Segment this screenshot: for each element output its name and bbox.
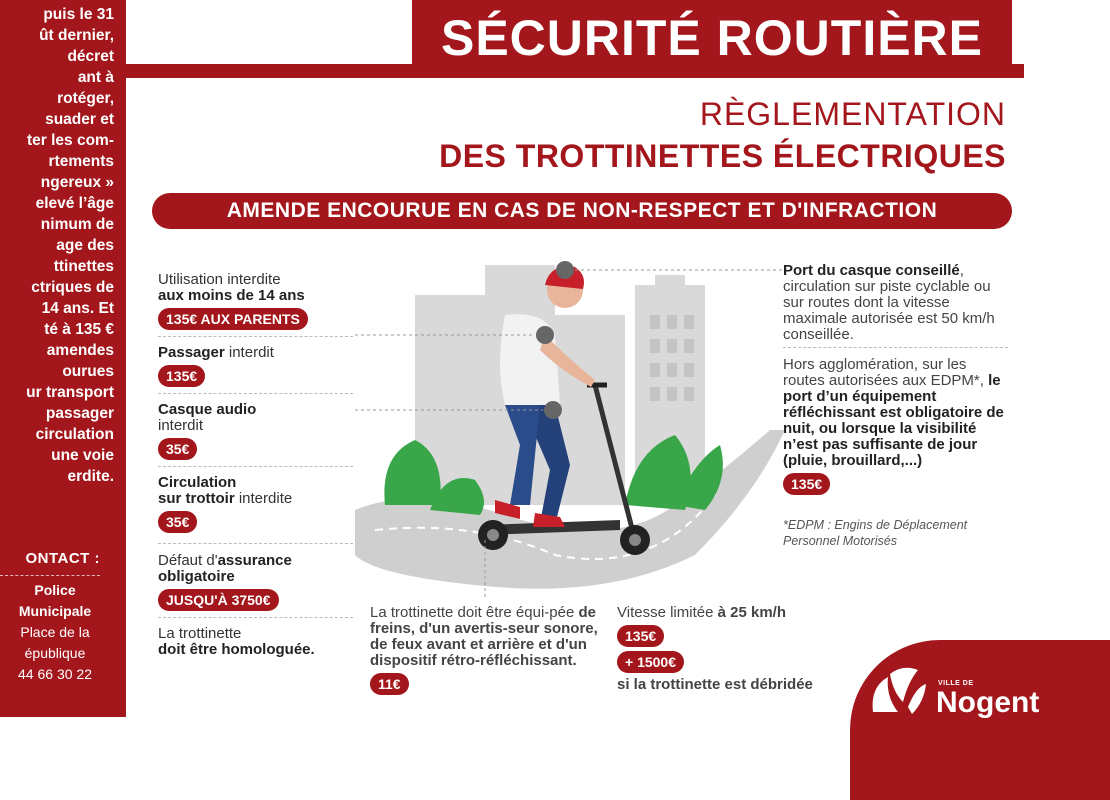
fine-badge: 135€ — [617, 625, 664, 647]
intro-line: erdite. — [67, 468, 114, 485]
rule-text: La trottinette doit être équi-pée — [370, 604, 579, 621]
intro-line: circulation — [35, 426, 114, 443]
fine-badge: 135€ — [783, 473, 830, 495]
rule-text-bold: assurance — [217, 552, 292, 569]
rule-text-bold: doit être homologuée. — [158, 641, 315, 658]
divider — [158, 617, 353, 618]
fine-banner: AMENDE ENCOURUE EN CAS DE NON-RESPECT ET D'INFRACTION — [152, 193, 1012, 229]
rule-text: La trottinette — [158, 625, 242, 642]
scooter-illustration — [355, 255, 785, 600]
edpm-footnote: *EDPM : Engins de Déplacement Personnel Motorisés — [783, 518, 968, 548]
fine-badge: 11€ — [370, 673, 409, 695]
rule-age — [158, 272, 358, 330]
rule-trottoir — [158, 475, 358, 533]
intro-line: rtements — [48, 153, 114, 170]
subtitle-reglementation: RÈGLEMENTATION — [699, 96, 1006, 132]
rule-text-bold: si la trottinette est débridée — [617, 676, 813, 693]
rule-vitesse — [617, 605, 837, 693]
intro-line: ttinettes — [53, 258, 114, 275]
intro-line: ter les com- — [26, 132, 114, 149]
logo-subtitle: VILLE DE — [938, 680, 974, 687]
intro-line: elevé l’âge — [35, 195, 114, 212]
contact-divider — [0, 575, 100, 576]
logo-title: Nogent — [936, 686, 1040, 719]
intro-line: suader et — [45, 111, 114, 128]
rule-text: interdite — [234, 490, 293, 507]
fine-badge: 35€ — [158, 438, 197, 460]
intro-line: rotéger, — [57, 90, 114, 107]
fine-badge: 135€ AUX PARENTS — [158, 308, 308, 330]
rule-text-bold: de freins, d'un avertis-seur sonore, de feux avant et arrière et d'un dispositif rétro-réfléchissant. — [370, 604, 598, 669]
contact-block — [0, 580, 110, 685]
fine-badge: 135€ — [158, 365, 205, 387]
contact-phone: 44 66 30 22 — [18, 666, 92, 682]
intro-line: ourues — [62, 363, 114, 380]
casque-recommendation — [783, 263, 1011, 343]
rule-reflechissant — [783, 357, 1011, 495]
contact-line: Police — [34, 582, 76, 598]
intro-line: décret — [67, 48, 114, 65]
rule-text: Vitesse limitée — [617, 604, 718, 621]
rule-text-bold: à 25 km/h — [717, 604, 786, 621]
intro-line: nimum de — [40, 216, 114, 233]
rule-text: Défaut d' — [158, 552, 218, 569]
rule-text-bold: Circulation — [158, 474, 237, 491]
left-column — [0, 0, 126, 717]
page-title: SÉCURITÉ ROUTIÈRE — [412, 0, 1012, 78]
contact-title: ONTACT : — [25, 550, 100, 567]
subtitle-trottinettes: DES TROTTINETTES ÉLECTRIQUES — [439, 138, 1006, 174]
rule-text-bold: obligatoire — [158, 568, 235, 585]
intro-line: ngereux » — [40, 174, 114, 191]
rule-text-bold: Port du casque conseillé — [783, 262, 960, 279]
rule-text: Hors agglomération, sur les routes autorisées aux EDPM*, — [783, 356, 989, 389]
rule-text-bold: aux moins de 14 ans — [158, 287, 305, 304]
rule-text: Utilisation interdite — [158, 271, 281, 288]
rule-text-bold: sur trottoir — [158, 490, 235, 507]
contact-line: épublique — [24, 645, 86, 661]
intro-line: puis le 31 — [43, 6, 114, 23]
intro-line: ût dernier, — [39, 27, 114, 44]
rule-text-bold: Passager — [158, 344, 225, 361]
contact-line: Municipale — [18, 603, 92, 619]
rule-text-bold: le port d’un équipement réfléchissant est obligatoire de nuit, ou lorsque la visibilité n’est pas suffisante de jour (pluie, brouillard,...) — [783, 372, 1004, 469]
rule-text-bold: Casque audio — [158, 401, 257, 418]
intro-line: amendes — [46, 342, 114, 359]
intro-line: 14 ans. Et — [41, 300, 114, 317]
divider — [783, 347, 1008, 348]
contact-line: Place de la — [20, 624, 90, 640]
divider — [158, 466, 353, 467]
city-logo-icon — [868, 662, 928, 717]
intro-line: ctriques de — [31, 279, 114, 296]
rule-text: , circulation sur piste cyclable ou sur routes dont la vitesse maximale autorisée est 50 km/h conseillée. — [783, 262, 995, 343]
intro-line: ant à — [77, 69, 114, 86]
divider — [158, 336, 353, 337]
intro-line: passager — [45, 405, 114, 422]
fine-badge: 35€ — [158, 511, 197, 533]
rule-homologation — [158, 626, 358, 658]
intro-line: une voie — [51, 447, 114, 464]
intro-line: té à 135 € — [44, 321, 114, 338]
divider — [158, 393, 353, 394]
rule-equipement — [370, 605, 598, 695]
fine-badge: + 1500€ — [617, 651, 684, 673]
rule-text: interdit — [158, 417, 204, 434]
rule-passager — [158, 345, 358, 387]
intro-line: ur transport — [26, 384, 114, 401]
intro-paragraph — [0, 4, 126, 487]
intro-line: age des — [56, 237, 114, 254]
divider — [158, 543, 353, 544]
rule-text: interdit — [224, 344, 274, 361]
fine-badge: JUSQU'À 3750€ — [158, 589, 279, 611]
rule-assurance — [158, 553, 358, 611]
rule-casque-audio — [158, 402, 358, 460]
